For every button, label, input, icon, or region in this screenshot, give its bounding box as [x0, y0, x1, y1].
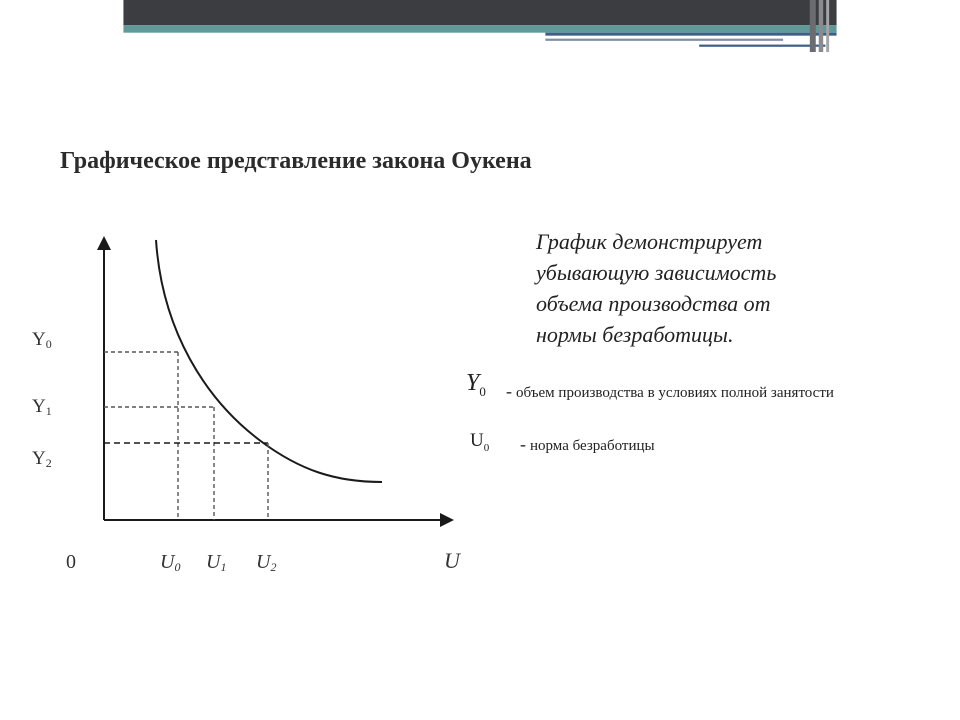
- description: [536, 226, 866, 350]
- y-tick-label-2: Y2: [32, 448, 52, 470]
- description-line: объема производства от: [536, 291, 771, 316]
- legend-symbol-y0: $Y_0$: [466, 370, 486, 399]
- okun-curve: [156, 240, 382, 482]
- legend-text: норма безработицы: [530, 438, 655, 454]
- description-line: убывающую зависимость: [536, 260, 777, 285]
- x-tick-label-0: U0: [160, 551, 181, 574]
- legend-item-u0: [520, 434, 655, 455]
- origin-label: 0: [66, 551, 76, 573]
- y-tick-label-1: Y1: [32, 396, 52, 418]
- x-axis-label: U: [444, 548, 460, 573]
- x-tick-label-1: U1: [206, 551, 227, 574]
- legend-dash: -: [506, 381, 512, 401]
- description-line: нормы безработицы.: [536, 322, 734, 347]
- legend-symbol-u0: $U_0$: [470, 430, 490, 454]
- slide-title: Графическое представление закона Оукена: [60, 148, 532, 174]
- x-axis-arrow: [440, 513, 454, 527]
- y-tick-label-0: Y0: [32, 329, 52, 351]
- x-tick-label-2: U2: [256, 551, 277, 574]
- legend-text: объем производства в условиях полной занятости: [516, 385, 834, 401]
- legend-dash: -: [520, 434, 526, 454]
- y-axis-arrow: [97, 236, 111, 250]
- description-line: График демонстрирует: [536, 229, 763, 254]
- legend-item-y0: [506, 381, 834, 402]
